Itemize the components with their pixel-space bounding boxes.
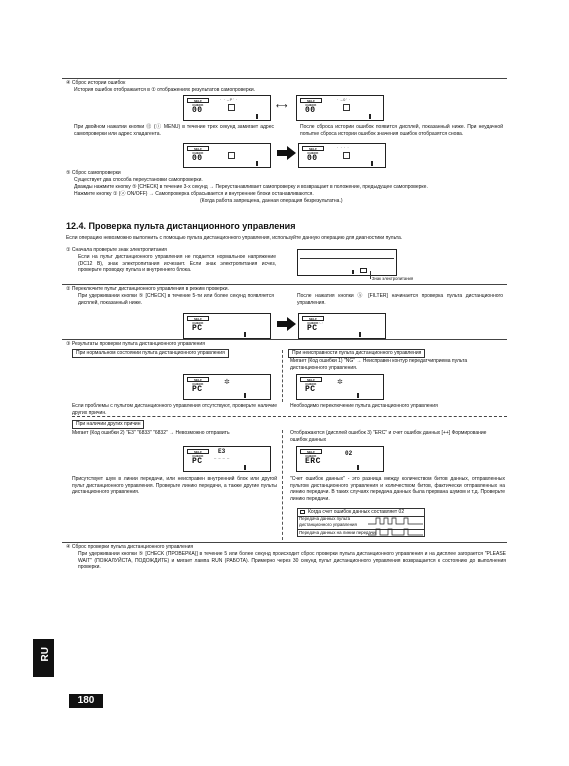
sec5-line-4: (Когда работа запрещена, данная операция безрезультатна.) [200,198,343,204]
lcd-cell [256,161,258,166]
lcd-code-erc: ERC [305,457,321,466]
divider [62,542,507,543]
column-divider [282,430,283,540]
top-rule [62,78,507,79]
step4-text: При удерживании кнопки ⑤ [CHECK (ПРОВЕРКА)] в течение 5 или более секунд происходит сброс проверки пульта дистанционного управления и на дисплее загорается "PLEASE WAIT" (ПОЖАЛУЙСТА, ПОДОЖДИТЕ) и мигает лампа RUN (РАБОТА). Примерно через 30 секунд пульт дистанционного управления возвращается к состоянию до выполнения проверки. [78,551,506,570]
power-sign-callout: Знак электропитания [372,276,414,281]
other-left-text: Мигает (Код ошибки 2) "E3" "6833" "6832" → Невозможно отправить [72,430,230,436]
lcd-e3 [183,446,271,472]
self-check-label: SELF CHECK [302,316,324,321]
lcd-cell [244,332,246,337]
blink-marks: – – – – [214,455,230,460]
lcd-digits: 00 [192,106,203,115]
lcd-inner-line [300,258,394,259]
other-causes-label: При наличии других причин [72,420,144,429]
sec5-line-1: Существует два способа переустановки самопроверки. [74,177,203,183]
step1-text: Если на пульт дистанционного управления не подается нормальное напряжение (DC12 В), знак электропитания исчезает. Если знак электропитания исчез, проверьте проводку пульта и внутреннего блока. [78,254,276,273]
other-right-text: Отображаются (дисплей ошибок 3) "ERC" и счет ошибок данных [++] Формирование ошибок данных [290,430,487,443]
sec4-right-text: После сброса истории ошибок появится дисплей, показанный ниже. При неудачной попытке сброса истории ошибок значения ошибок отобразятся снова. [300,124,503,137]
lcd-digits: 00 [305,106,316,115]
sec5-line-3: Нажмите кнопку ① (ⓐ ON/OFF) → Самопроверка сбрасывается и внутренние блоки останавливаются. [74,191,314,197]
segment-icon [343,104,350,111]
lcd-sec4-right [296,95,384,121]
noise-text: Присутствует шум в линии передачи, или неисправен внутренний блок или другой пульт дистанционного управления. Проверьте линию передачи, а также другие пульты дистанционного управления. [72,476,277,495]
self-check-label: SELF CHECK [300,377,322,382]
lcd-power [297,249,397,276]
segment-icon [343,152,350,159]
step2-left: При удерживании кнопки ⑤ [CHECK] в течение 5-ти или более секунд появляется дисплей, показанный ниже. [78,293,274,306]
blink-marks: '·' [319,321,324,326]
lcd-fault [296,374,384,400]
intro-text: Если операцию невозможно выполнить с помощью пульта дистанционного управления, используйте данную операцию для диагностики пульта. [66,235,403,241]
self-check-label: SELF CHECK [300,449,322,454]
bold-arrow-icon [277,321,287,327]
lcd-cell [359,332,361,337]
lcd-code-pc: PC [192,385,203,394]
callout-line [370,271,371,279]
bold-arrow-head [287,317,296,331]
lcd-erc [296,446,384,472]
lcd-cell [352,270,354,274]
sec5-line-2: Дважды нажмите кнопку ⑤ [CHECK] в течение 3-х секунд → Переустанавливает самопроверку и возвращает в положение, предыдущее самопроверке. [74,184,428,190]
lcd-code-pc: PC [307,324,318,333]
lcd-cell [357,465,359,470]
pulse-wave-remote [368,516,423,526]
lcd-cell [369,114,371,119]
lcd-sec4-after [298,143,386,168]
step4-title: ④ Сброс проверки пульта дистанционного управления [66,544,194,550]
self-check-label: SELF CHECK [187,98,209,103]
lcd-code-pc: PC [305,385,316,394]
divider [62,284,507,285]
blink-marks: · –0' · [337,97,351,102]
blink-marks: · · · · [337,145,350,150]
sec4-left-text: При двойном нажатии кнопки ⑫ (ⓘ MENU) в течение трех секунд замигает адрес самопроверки или адрес хладагента. [74,124,274,137]
lcd-cell [244,465,246,470]
blink-marks: · · –P' · [220,97,238,102]
sec5-title: ⑤ Сброс самопроверки [66,170,121,176]
step2-right: После нажатия кнопки Ⓐ [FILTER] начинается проверка пульта дистанционного управления. [297,293,503,306]
self-check-label: SELF CHECK [187,146,209,151]
step3-title: ③ Результаты проверки пульта дистанционного управления [66,341,205,347]
count-row1: Передача данных пульта дистанционного управления [299,516,357,527]
self-check-label: SELF CHECK [187,449,209,454]
sec4-desc: История ошибок отображается в ① отображениях результатов самопроверки. [74,87,256,93]
lamp-icon [300,510,305,514]
segment-icon [228,104,235,111]
lcd-cell [256,114,258,119]
blink-sun-icon: ✲ [224,379,231,386]
step1-title: ① Сначала проверьте знак электропитания [66,247,167,253]
bold-arrow-head [287,146,296,160]
count-row2: Передача данных на линии передачи [299,530,376,535]
pulse-wave-line [368,527,423,537]
lcd-step2-left [183,313,271,339]
count-text: "Счет ошибок данных" - это разница между количеством битов данных, отправленных пультом дистанционного управления и количеством битов, фактически отправленных на линию передачи. В таких случаях передача данных была прервана шумом и т.д. Проверьте линию передачи. [290,476,505,502]
divider [62,339,507,340]
column-divider [282,350,283,402]
data-count-title: Когда счет ошибок данных составляет 02 [308,509,405,515]
fault-note: Необходимо переключение пульта дистанционного управления [290,403,438,409]
lcd-digits: 00 [192,154,203,163]
bold-arrow-icon [277,150,287,156]
normal-state-label: При нормальном состоянии пульта дистанционного управления [72,349,229,358]
fault-text: Мигает (Код ошибки 1) "NG" → Неисправен контур передатчиприема пульта дистанционного управления. [290,358,468,371]
dashed-divider [72,416,507,417]
sec4-title: ④ Сброс истории ошибок [66,80,126,86]
section-heading: 12.4. Проверка пульта дистанционного управления [66,221,296,231]
self-check-label: SELF CHECK [187,377,209,382]
page-number: 180 [69,694,103,708]
language-code: RU [39,647,51,662]
lcd-cell [371,161,373,166]
fault-state-label: При неисправности пульта дистанционного управления [288,349,425,358]
self-check-label: SELF CHECK [302,146,324,151]
lcd-code-02: 02 [345,450,353,457]
double-arrow: ⟷ [276,101,288,110]
self-check-label: SELF CHECK [187,316,209,321]
step2-title: ② Переключите пульт дистанционного управления в режим проверки. [66,286,229,292]
lcd-digits: 00 [307,154,318,163]
lcd-code-e3: E3 [218,448,226,455]
lcd-code-pc: PC [192,324,203,333]
segment-icon [228,152,235,159]
lcd-sec4-left [183,95,271,121]
lcd-sec4-before [183,143,271,168]
lcd-code-pc: PC [192,457,203,466]
self-check-label: SELF CHECK [300,98,322,103]
blink-sun-icon: ✲ [337,379,344,386]
lcd-step2-right [298,313,386,339]
lcd-cell [357,393,359,398]
lcd-cell [244,393,246,398]
normal-note: Если проблемы с пультом дистанционного управления отсутствуют, проверьте наличие других причин. [72,403,277,416]
power-mark-icon [360,268,367,273]
lcd-normal [183,374,271,400]
language-tab [33,639,54,677]
